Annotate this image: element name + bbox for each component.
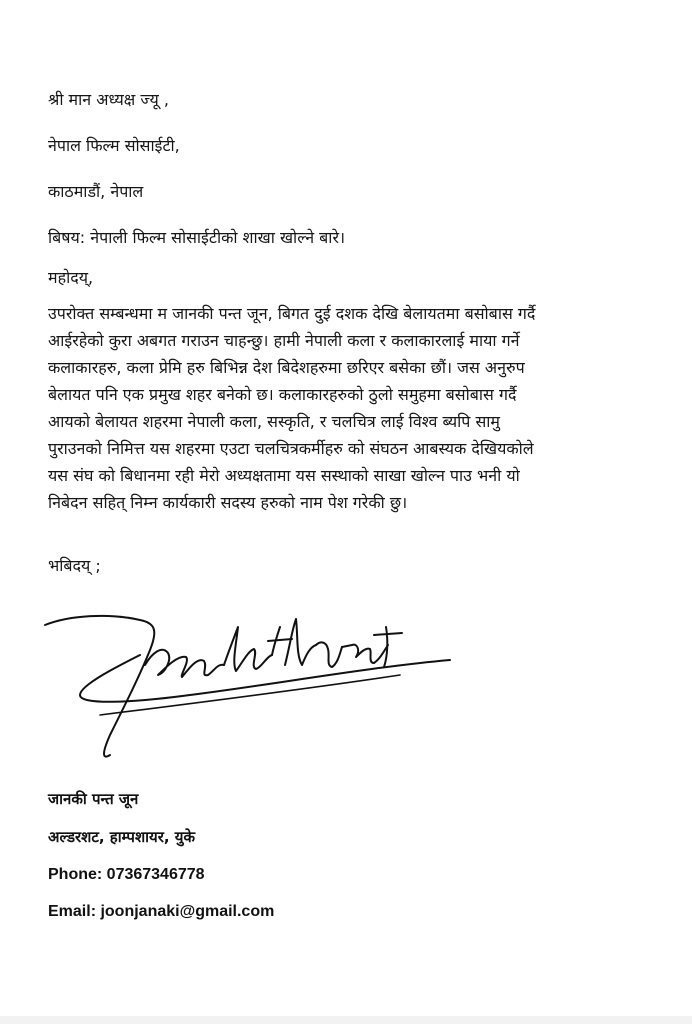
body-line: आयको बेलायत शहरमा नेपाली कला, सस्कृति, र चलचित्र लाई विश्व ब्यपि सामु [48,412,500,431]
recipient-location: काठमाडौं, नेपाल [48,182,144,201]
sender-address: अल्डरशट, हाम्पशायर, युके [48,828,196,846]
body-line: निबेदन सहित् निम्न कार्यकारी सदस्य हरुको नाम पेश गरेकी छु। [48,493,408,512]
body-line: बेलायत पनि एक प्रमुख शहर बनेको छ। कलाकारहरुको ठुलो समुहमा बसोबास गर्दै [48,385,517,404]
body-line: कलाकारहरु, कला प्रेमि हरु बिभिन्न देश बिदेशहरुमा छरिएर बसेका छौं। जस अनुरुप [48,358,525,377]
body-line: यस संघ को बिधानमा रही मेरो अध्यक्षतामा यस सस्थाको साखा खोल्न पाउ भनी यो [48,466,520,485]
sender-phone: Phone: 07367346778 [48,866,205,883]
sender-email: Email: joonjanaki@gmail.com [48,903,275,920]
letter-body [48,300,662,516]
body-line: आईरहेको कुरा अबगत गराउन चाहन्छु। हामी नेपाली कला र कलाकारलाई माया गर्ने [48,331,520,350]
recipient-organization: नेपाल फिल्म सोसाईटी, [48,136,180,155]
letter-subject: बिषय: नेपाली फिल्म सोसाईटीको शाखा खोल्ने बारे। [48,228,346,247]
handwritten-signature [40,605,460,775]
body-line: उपरोक्त सम्बन्धमा म जानकी पन्त जून, बिगत दुई दशक देखि बेलायतमा बसोबास गर्दै [48,304,536,323]
recipient-title: श्री मान अध्यक्ष ज्यू , [48,90,169,109]
letter-greeting: महोदय्, [48,268,94,287]
letter-closing: भबिदय् ; [48,556,101,575]
body-line: पुराउनको निमित्त यस शहरमा एउटा चलचित्रकर्मीहरु को संघठन आबस्यक देखियकोले [48,439,534,458]
sender-name: जानकी पन्त जून [48,790,139,808]
